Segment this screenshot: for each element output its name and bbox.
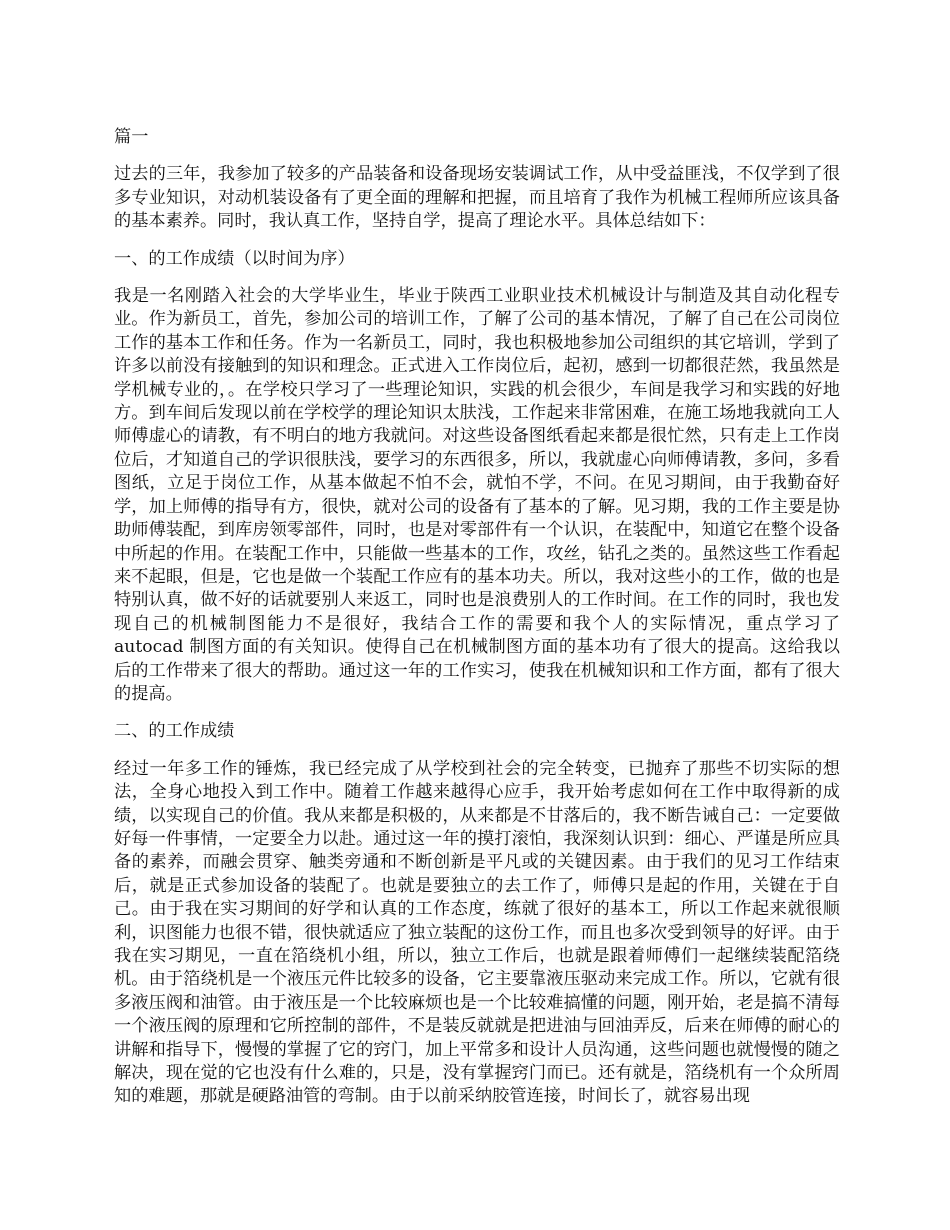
- document-title: 篇一: [114, 127, 149, 147]
- document-body: [114, 126, 840, 1123]
- paragraph-intro: 过去的三年，我参加了较多的产品装备和设备现场安装调试工作，从中受益匪浅，不仅学到了很多专业知识，对动机装设备有了更全面的理解和把握，而且培育了我作为机械工程师所应该具备的基本素养。同时，我认真工作，坚持自学，提高了理论水平。具体总结如下：: [114, 164, 840, 232]
- paragraph-section-1: 我是一名刚踏入社会的大学毕业生，毕业于陕西工业职业技术机械设计与制造及其自动化程专业。作为新员工，首先，参加公司的培训工作，了解了公司的基本情况，了解了自己在公司岗位工作的基本工作和任务。作为一名新员工，同时，我也积极地参加公司组织的其它培训，学到了许多以前没有接触到的知识和理念。正式进入工作岗位后，起初，感到一切都很茫然，我虽然是学机械专业的，。在学校只学习了一些理论知识，实践的机会很少，车间是我学习和实践的好地方。到车间后发现以前在学校学的理论知识太肤浅，工作起来非常困难，在施工场地我就向工人师傅虚心的请教，有不明白的地方我就问。对这些设备图纸看起来都是很忙然，只有走上工作岗位后，才知道自己的学识很肤浅，要学习的东西很多，所以，我就虚心向师傅请教，多问，多看图纸，立足于岗位工作，从基本做起不怕不会，就怕不学，不问。在见习期间，由于我勤奋好学，加上师傅的指导有方，很快，就对公司的设备有了基本的了解。见习期，我的工作主要是协助师傅装配，到库房领零部件，同时，也是对零部件有一个认识，在装配中，知道它在整个设备中所起的作用。在装配工作中，只能做一些基本的工作，攻丝，钻孔之类的。虽然这些工作看起来不起眼，但是，它也是做一个装配工作应有的基本功夫。所以，我对这些小的工作，做的也是特别认真，做不好的话就要别人来返工，同时也是浪费别人的工作时间。在工作的同时，我也发现自己的机械制图能力不是很好，我结合工作的需要和我个人的实际情况，重点学习了 autocad 制图方面的有关知识。使得自己在机械制图方面的基本功有了很大的提高。这给我以后的工作带来了很大的帮助。通过这一年的工作实习，使我在机械知识和工作方面，都有了很大的提高。: [114, 286, 840, 704]
- section-heading-2: 二、的工作成绩: [114, 721, 235, 742]
- paragraph-section-2: 经过一年多工作的锤炼，我已经完成了从学校到社会的完全转变，已抛弃了那些不切实际的想法，全身心地投入到工作中。随着工作越来越得心应手，我开始考虑如何在工作中取得新的成绩，以实现自己的价值。我从来都是积极的，从来都是不甘落后的，我不断告诫自己：一定要做好每一件事情，一定要全力以赴。通过这一年的摸打滚怕，我深刻认识到：细心、严谨是所应具备的素养，而融会贯穿、触类旁通和不断创新是平凡或的关键因素。由于我们的见习工作结束后，就是正式参加设备的装配了。也就是要独立的去工作了，师傅只是起的作用，关键在于自己。由于我在实习期间的好学和认真的工作态度，练就了很好的基本工，所以工作起来就很顺利，识图能力也很不错，很快就适应了独立装配的这份工作，而且也多次受到领导的好评。由于我在实习期见，一直在箔绕机小组，所以，独立工作后，也就是跟着师傅们一起继续装配箔绕机。由于箔绕机是一个液压元件比较多的设备，它主要靠液压驱动来完成工作。所以，它就有很多液压阀和油管。由于液压是一个比较麻烦也是一个比较难搞懂的问题，刚开始，老是搞不清每一个液压阀的原理和它所控制的部件，不是装反就就是把进油与回油弄反，后来在师傅的耐心的讲解和指导下，慢慢的掌握了它的窍门，加上平常多和设计人员沟通，这些问题也就慢慢的随之解决，现在觉的它也没有什么难的，只是，没有掌握窍门而已。还有就是，箔绕机有一个众所周知的难题，那就是硬路油管的弯制。由于以前采纳胶管连接，时间长了，就容易出现: [114, 758, 840, 1107]
- section-heading-1: 一、的工作成绩（以时间为序）: [114, 248, 355, 269]
